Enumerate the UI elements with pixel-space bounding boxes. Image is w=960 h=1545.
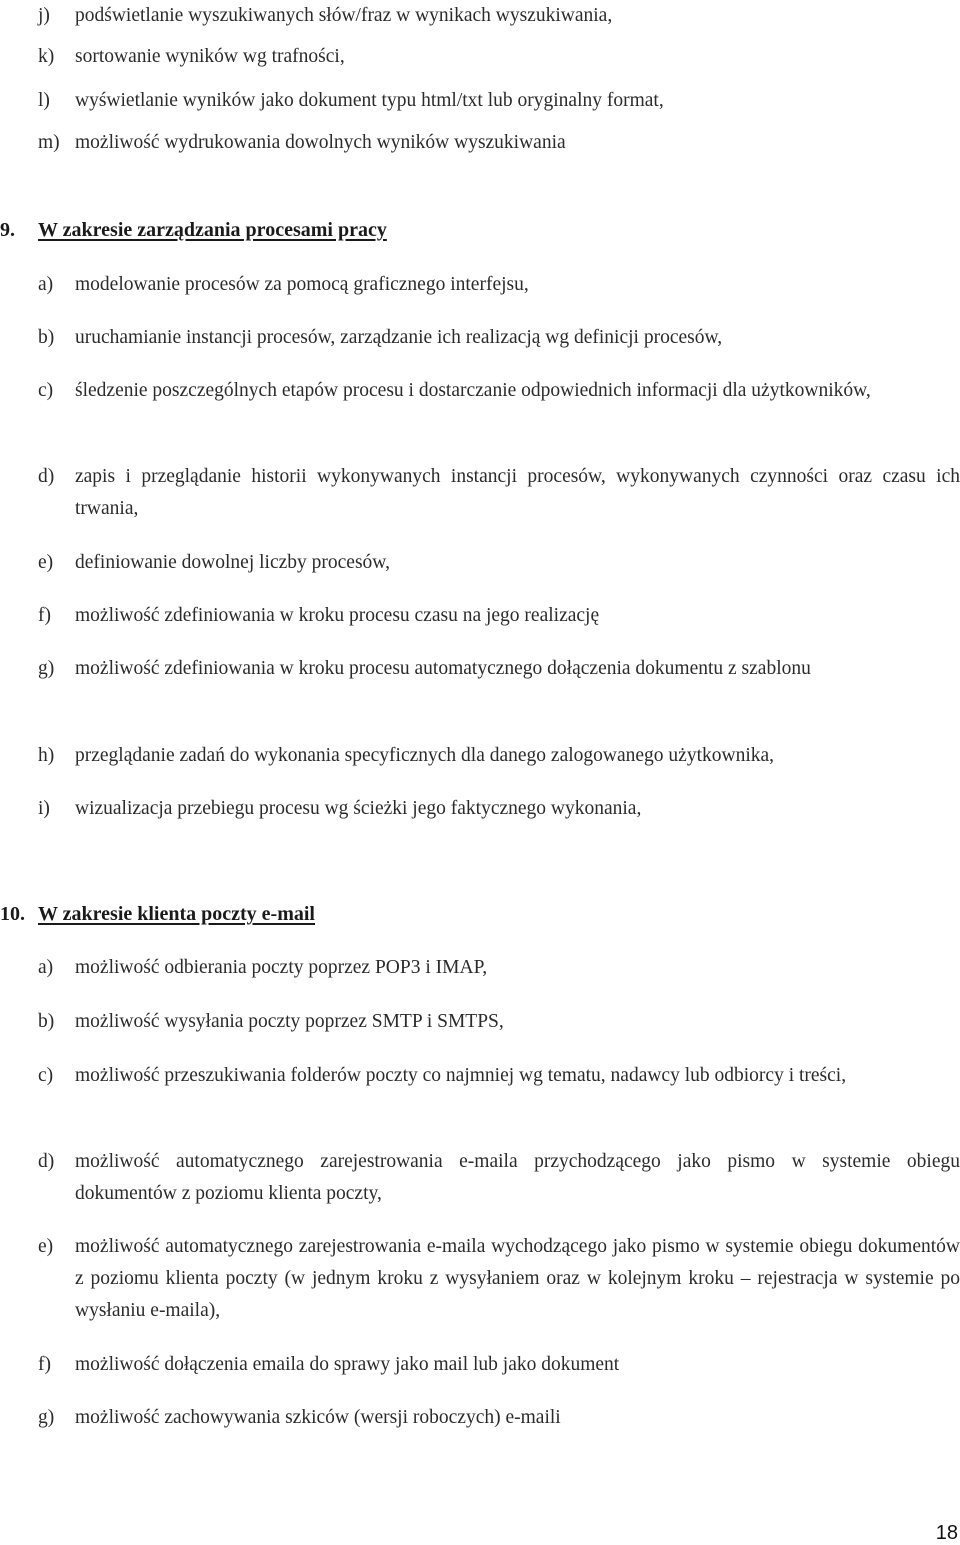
list-item-text: możliwość wysyłania poczty poprzez SMTP i SMTPS,: [75, 1011, 504, 1032]
list-item: [38, 1060, 960, 1092]
list-item-label: b): [38, 327, 55, 348]
list-item-label: d): [38, 1151, 55, 1172]
list-item-label: l): [38, 90, 50, 111]
section-number: 10.: [0, 903, 25, 925]
list-item-label: e): [38, 552, 54, 573]
list-item-label: k): [38, 46, 55, 67]
list-item-label: c): [38, 1065, 54, 1086]
list-item-text: możliwość zachowywania szkiców (wersji roboczych) e-maili: [75, 1407, 561, 1428]
list-item-text: wizualizacja przebiegu procesu wg ścieżki jego faktycznego wykonania,: [75, 798, 642, 819]
list-item: [38, 127, 960, 159]
list-item-text: możliwość zdefiniowania w kroku procesu automatycznego dołączenia dokumentu z szablonu: [75, 658, 811, 679]
list-item-label: e): [38, 1236, 54, 1257]
list-item: [38, 269, 960, 301]
list-item: [38, 0, 960, 32]
list-item-text: możliwość odbierania poczty poprzez POP3 i IMAP,: [75, 957, 488, 978]
section-title: W zakresie klienta poczty e-mail: [38, 903, 315, 925]
list-item: [38, 600, 960, 632]
list-item: [38, 793, 960, 825]
list-item-text: możliwość dołączenia emaila do sprawy jako mail lub jako dokument: [75, 1354, 620, 1375]
list-item-label: i): [38, 798, 50, 819]
list-item-text: możliwość automatycznego zarejestrowania e-maila wychodzącego jako pismo w systemie obiegu dokumentów z poziomu klienta poczty (w jednym kroku z wysyłaniem oraz w kolejnym kroku – rejestracja w systemie po wysłaniu e-maila),: [75, 1236, 960, 1321]
list-item-text: definiowanie dowolnej liczby procesów,: [75, 552, 390, 573]
list-item-text: możliwość zdefiniowania w kroku procesu czasu na jego realizację: [75, 605, 600, 626]
section-number: 9.: [0, 219, 15, 241]
list-item: [38, 653, 960, 685]
list-item-label: f): [38, 605, 51, 626]
list-item: [38, 740, 960, 772]
section-title: W zakresie zarządzania procesami pracy: [38, 219, 387, 241]
list-item-text: podświetlanie wyszukiwanych słów/fraz w wynikach wyszukiwania,: [75, 5, 613, 26]
list-item-text: śledzenie poszczególnych etapów procesu i dostarczanie odpowiednich informacji dla użytkowników,: [75, 380, 871, 401]
list-item: [38, 1349, 960, 1381]
list-item-text: przeglądanie zadań do wykonania specyficznych dla danego zalogowanego użytkownika,: [75, 745, 775, 766]
list-item-text: uruchamianie instancji procesów, zarządzanie ich realizacją wg definicji procesów,: [75, 327, 723, 348]
list-item: [38, 322, 960, 354]
list-item: [38, 41, 960, 73]
list-item-label: j): [38, 5, 50, 26]
list-item-label: g): [38, 1407, 55, 1428]
list-item: [38, 1006, 960, 1038]
list-item-label: b): [38, 1011, 55, 1032]
list-item: [38, 1231, 960, 1327]
list-item-text: możliwość wydrukowania dowolnych wyników wyszukiwania: [75, 132, 566, 153]
list-item-label: a): [38, 274, 54, 295]
list-item-label: g): [38, 658, 55, 679]
list-item-label: c): [38, 380, 54, 401]
list-item-label: h): [38, 745, 55, 766]
list-item: [38, 952, 960, 984]
list-item-label: a): [38, 957, 54, 978]
list-item: [38, 1146, 960, 1210]
list-item-text: możliwość przeszukiwania folderów poczty co najmniej wg tematu, nadawcy lub odbiorcy i treści,: [75, 1065, 847, 1086]
list-item-text: możliwość automatycznego zarejestrowania e-maila przychodzącego jako pismo w systemie obiegu dokumentów z poziomu klienta poczty,: [75, 1151, 960, 1204]
list-item-label: f): [38, 1354, 51, 1375]
page-number: 18: [935, 1522, 958, 1544]
list-item: [38, 375, 960, 407]
list-item: [38, 85, 960, 117]
list-item-label: d): [38, 466, 55, 487]
list-item-text: zapis i przeglądanie historii wykonywanych instancji procesów, wykonywanych czynności oraz czasu ich trwania,: [75, 466, 960, 519]
list-item-text: sortowanie wyników wg trafności,: [75, 46, 345, 67]
list-item: [38, 461, 960, 525]
list-item: [38, 1402, 960, 1434]
list-item-text: wyświetlanie wyników jako dokument typu html/txt lub oryginalny format,: [75, 90, 664, 111]
list-item-label: m): [38, 132, 60, 153]
list-item-text: modelowanie procesów za pomocą graficznego interfejsu,: [75, 274, 529, 295]
list-item: [38, 547, 960, 579]
